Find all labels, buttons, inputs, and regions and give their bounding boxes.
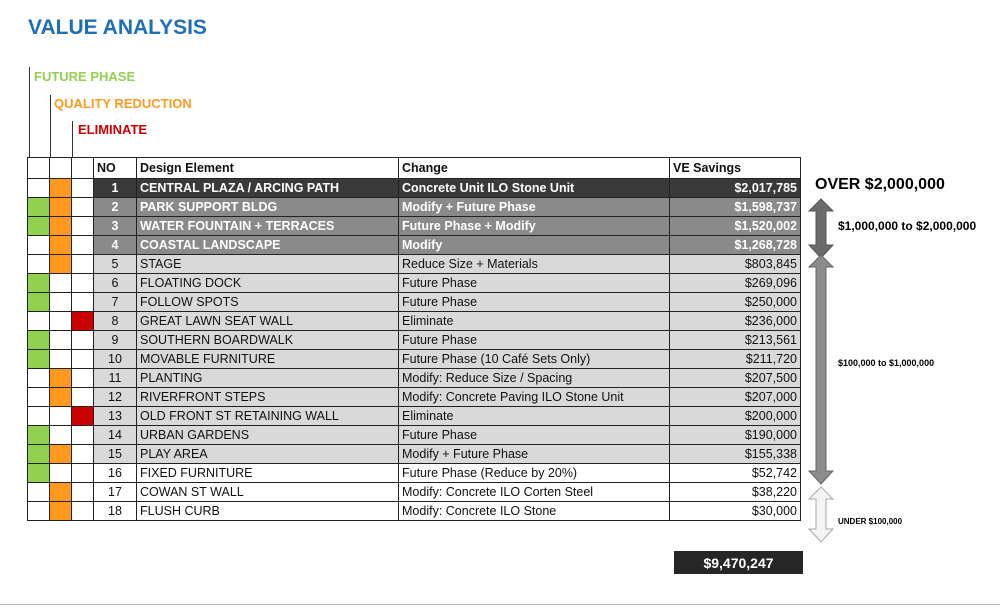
ve-savings: $207,000	[670, 388, 801, 407]
ve-savings: $200,000	[670, 407, 801, 426]
ve-savings: $190,000	[670, 426, 801, 445]
quality-reduction-marker	[50, 179, 72, 198]
range-under-100k: UNDER $100,000	[838, 517, 903, 526]
table-row	[28, 293, 801, 312]
row-number: 1	[94, 179, 137, 198]
quality-reduction-marker	[50, 407, 72, 426]
design-element: PLANTING	[137, 369, 399, 388]
legend-line-quality-reduction	[50, 95, 51, 157]
design-element: RIVERFRONT STEPS	[137, 388, 399, 407]
table-row	[28, 388, 801, 407]
future-phase-marker	[28, 274, 50, 293]
header-no: NO	[94, 158, 137, 179]
eliminate-marker	[72, 445, 94, 464]
quality-reduction-marker	[50, 502, 72, 521]
future-phase-marker	[28, 426, 50, 445]
row-number: 16	[94, 464, 137, 483]
row-number: 3	[94, 217, 137, 236]
row-number: 11	[94, 369, 137, 388]
eliminate-marker	[72, 369, 94, 388]
design-element: WATER FOUNTAIN + TERRACES	[137, 217, 399, 236]
future-phase-marker	[28, 445, 50, 464]
quality-reduction-marker	[50, 426, 72, 445]
quality-reduction-marker	[50, 483, 72, 502]
row-number: 6	[94, 274, 137, 293]
eliminate-marker	[72, 293, 94, 312]
table-row	[28, 502, 801, 521]
change-description: Future Phase	[399, 331, 670, 350]
header-ve-savings: VE Savings	[670, 158, 801, 179]
ve-savings: $1,520,002	[670, 217, 801, 236]
row-number: 9	[94, 331, 137, 350]
legend-line-future-phase	[29, 67, 30, 157]
row-number: 12	[94, 388, 137, 407]
row-number: 5	[94, 255, 137, 274]
design-element: MOVABLE FURNITURE	[137, 350, 399, 369]
total-savings: $9,470,247	[674, 551, 803, 574]
range-arrow-under-100k	[806, 486, 836, 544]
range-100k-1m: $100,000 to $1,000,000	[838, 358, 935, 368]
row-number: 14	[94, 426, 137, 445]
table-row	[28, 331, 801, 350]
quality-reduction-marker	[50, 331, 72, 350]
quality-reduction-marker	[50, 274, 72, 293]
future-phase-marker	[28, 255, 50, 274]
eliminate-marker	[72, 388, 94, 407]
ve-savings: $1,268,728	[670, 236, 801, 255]
change-description: Eliminate	[399, 407, 670, 426]
legend-eliminate: ELIMINATE	[78, 122, 148, 137]
eliminate-marker	[72, 179, 94, 198]
row-number: 4	[94, 236, 137, 255]
quality-reduction-marker	[50, 388, 72, 407]
table-row	[28, 312, 801, 331]
future-phase-marker	[28, 464, 50, 483]
design-element: FLUSH CURB	[137, 502, 399, 521]
value-analysis-table	[27, 157, 801, 521]
ve-savings: $155,338	[670, 445, 801, 464]
table-row	[28, 445, 801, 464]
eliminate-marker	[72, 274, 94, 293]
change-description: Modify: Concrete ILO Corten Steel	[399, 483, 670, 502]
ve-savings: $38,220	[670, 483, 801, 502]
page-title: VALUE ANALYSIS	[28, 16, 207, 39]
quality-reduction-marker	[50, 445, 72, 464]
table-row	[28, 179, 801, 198]
change-description: Modify + Future Phase	[399, 198, 670, 217]
row-number: 15	[94, 445, 137, 464]
row-number: 18	[94, 502, 137, 521]
quality-reduction-marker	[50, 464, 72, 483]
table-row	[28, 274, 801, 293]
ve-savings: $207,500	[670, 369, 801, 388]
future-phase-marker	[28, 293, 50, 312]
table-row	[28, 255, 801, 274]
ve-savings: $211,720	[670, 350, 801, 369]
row-number: 8	[94, 312, 137, 331]
design-element: COWAN ST WALL	[137, 483, 399, 502]
eliminate-marker	[72, 331, 94, 350]
design-element: SOUTHERN BOARDWALK	[137, 331, 399, 350]
design-element: CENTRAL PLAZA / ARCING PATH	[137, 179, 399, 198]
row-number: 7	[94, 293, 137, 312]
row-number: 10	[94, 350, 137, 369]
change-description: Modify: Concrete ILO Stone	[399, 502, 670, 521]
row-number: 13	[94, 407, 137, 426]
range-1m-2m: $1,000,000 to $2,000,000	[838, 219, 977, 233]
legend-future-phase: FUTURE PHASE	[34, 69, 136, 84]
table-row	[28, 369, 801, 388]
eliminate-marker	[72, 236, 94, 255]
ve-savings: $803,845	[670, 255, 801, 274]
eliminate-marker	[72, 350, 94, 369]
design-element: FOLLOW SPOTS	[137, 293, 399, 312]
header-change: Change	[399, 158, 670, 179]
change-description: Reduce Size + Materials	[399, 255, 670, 274]
future-phase-marker	[28, 331, 50, 350]
header-quality-reduction-col	[50, 158, 72, 179]
design-element: FLOATING DOCK	[137, 274, 399, 293]
table-row	[28, 350, 801, 369]
ve-savings: $236,000	[670, 312, 801, 331]
change-description: Future Phase	[399, 293, 670, 312]
change-description: Future Phase	[399, 274, 670, 293]
future-phase-marker	[28, 179, 50, 198]
table-row	[28, 464, 801, 483]
table-row	[28, 483, 801, 502]
eliminate-marker	[72, 255, 94, 274]
future-phase-marker	[28, 483, 50, 502]
design-element: PLAY AREA	[137, 445, 399, 464]
design-element: FIXED FURNITURE	[137, 464, 399, 483]
future-phase-marker	[28, 198, 50, 217]
header-eliminate-col	[72, 158, 94, 179]
eliminate-marker	[72, 312, 94, 331]
future-phase-marker	[28, 388, 50, 407]
quality-reduction-marker	[50, 350, 72, 369]
legend-line-eliminate	[72, 121, 73, 157]
row-number: 2	[94, 198, 137, 217]
row-number: 17	[94, 483, 137, 502]
ve-savings: $52,742	[670, 464, 801, 483]
design-element: COASTAL LANDSCAPE	[137, 236, 399, 255]
ve-savings: $269,096	[670, 274, 801, 293]
eliminate-marker	[72, 217, 94, 236]
range-arrow-1m-2m	[806, 198, 836, 260]
ve-savings: $1,598,737	[670, 198, 801, 217]
eliminate-marker	[72, 483, 94, 502]
change-description: Concrete Unit ILO Stone Unit	[399, 179, 670, 198]
range-arrow-100k-1m	[806, 254, 836, 486]
quality-reduction-marker	[50, 236, 72, 255]
header-design-element: Design Element	[137, 158, 399, 179]
ve-savings: $250,000	[670, 293, 801, 312]
future-phase-marker	[28, 502, 50, 521]
quality-reduction-marker	[50, 255, 72, 274]
ve-savings: $213,561	[670, 331, 801, 350]
quality-reduction-marker	[50, 293, 72, 312]
change-description: Future Phase (10 Café Sets Only)	[399, 350, 670, 369]
table-header-row	[28, 158, 801, 179]
table-row	[28, 198, 801, 217]
design-element: URBAN GARDENS	[137, 426, 399, 445]
design-element: OLD FRONT ST RETAINING WALL	[137, 407, 399, 426]
table-row	[28, 426, 801, 445]
ve-savings: $2,017,785	[670, 179, 801, 198]
change-description: Future Phase (Reduce by 20%)	[399, 464, 670, 483]
table-row	[28, 407, 801, 426]
eliminate-marker	[72, 426, 94, 445]
future-phase-marker	[28, 312, 50, 331]
future-phase-marker	[28, 407, 50, 426]
legend-quality-reduction: QUALITY REDUCTION	[54, 96, 192, 111]
eliminate-marker	[72, 502, 94, 521]
quality-reduction-marker	[50, 217, 72, 236]
ve-savings: $30,000	[670, 502, 801, 521]
design-element: GREAT LAWN SEAT WALL	[137, 312, 399, 331]
future-phase-marker	[28, 350, 50, 369]
change-description: Future Phase	[399, 426, 670, 445]
change-description: Modify: Reduce Size / Spacing	[399, 369, 670, 388]
future-phase-marker	[28, 369, 50, 388]
header-future-phase-col	[28, 158, 50, 179]
change-description: Eliminate	[399, 312, 670, 331]
table-row	[28, 217, 801, 236]
design-element: PARK SUPPORT BLDG	[137, 198, 399, 217]
change-description: Modify: Concrete Paving ILO Stone Unit	[399, 388, 670, 407]
eliminate-marker	[72, 464, 94, 483]
quality-reduction-marker	[50, 198, 72, 217]
quality-reduction-marker	[50, 369, 72, 388]
table-row	[28, 236, 801, 255]
bottom-rule	[0, 604, 1000, 605]
quality-reduction-marker	[50, 312, 72, 331]
change-description: Modify	[399, 236, 670, 255]
design-element: STAGE	[137, 255, 399, 274]
change-description: Future Phase + Modify	[399, 217, 670, 236]
future-phase-marker	[28, 236, 50, 255]
eliminate-marker	[72, 198, 94, 217]
eliminate-marker	[72, 407, 94, 426]
change-description: Modify + Future Phase	[399, 445, 670, 464]
range-over-2m: OVER $2,000,000	[815, 176, 945, 193]
future-phase-marker	[28, 217, 50, 236]
